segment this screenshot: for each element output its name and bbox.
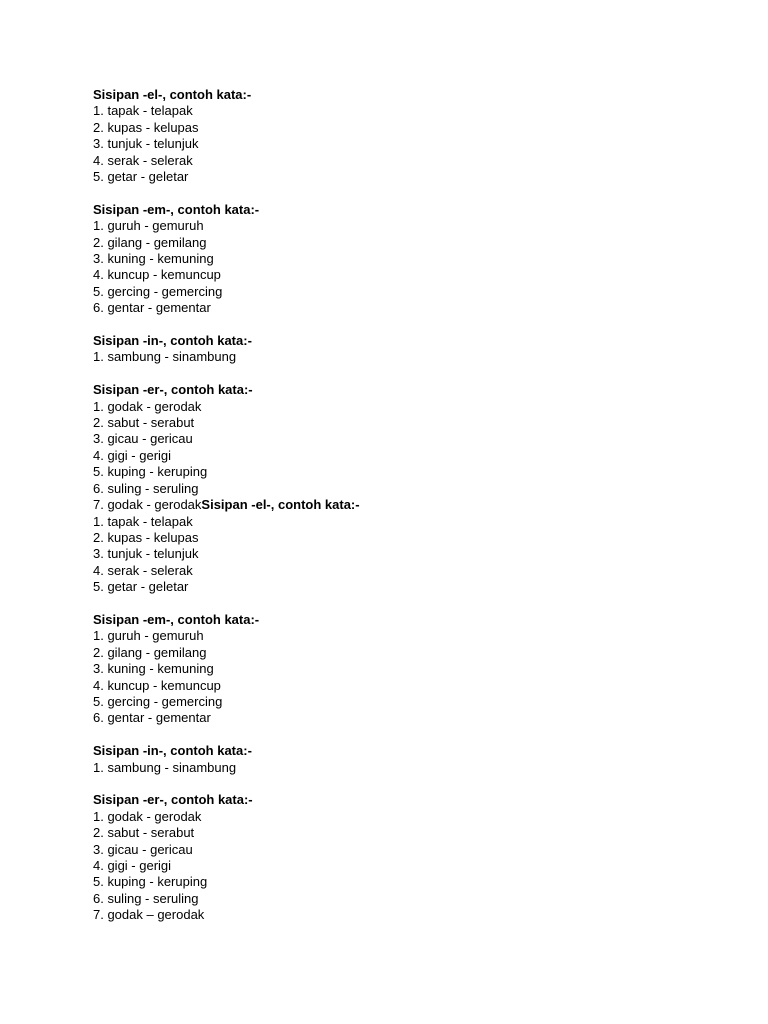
list-item: 2. sabut - serabut xyxy=(93,415,195,431)
list-item: 5. gercing - gemercing xyxy=(93,283,223,299)
list-item: 1. tapak - telapak xyxy=(93,103,193,119)
list-item: 6. gentar - gementar xyxy=(93,710,211,726)
list-item: 5. kuping - keruping xyxy=(93,874,208,890)
section-heading: Sisipan -in-, contoh kata:- xyxy=(93,333,252,349)
list-item: 5. kuping - keruping xyxy=(93,464,208,480)
section-heading: Sisipan -el-, contoh kata:- xyxy=(93,87,252,102)
list-item: 2. kupas - kelupas xyxy=(93,529,199,545)
paragraph-gap xyxy=(93,366,733,382)
list-item: 4. gigi - gerigi xyxy=(93,447,172,463)
list-item: 4. gigi - gerigi xyxy=(93,858,172,873)
document-page xyxy=(93,87,733,924)
section-heading: Sisipan -in-, contoh kata:- xyxy=(93,743,252,759)
list-item: 2. gilang - gemilang xyxy=(93,644,207,660)
list-item: 1. sambung - sinambung xyxy=(93,759,237,775)
list-item: 7. godak - gerodak xyxy=(93,497,202,513)
paragraph-gap xyxy=(93,596,733,612)
list-item: 3. tunjuk - telunjuk xyxy=(93,136,199,152)
section-heading: Sisipan -er-, contoh kata:- xyxy=(93,792,253,808)
list-item: 1. godak - gerodak xyxy=(93,808,202,824)
section-heading: Sisipan -em-, contoh kata:- xyxy=(93,201,260,217)
list-item: 1. tapak - telapak xyxy=(93,513,193,529)
list-item: 4. kuncup - kemuncup xyxy=(93,677,221,693)
list-item: 5. getar - geletar xyxy=(93,169,189,185)
list-item: 1. guruh - gemuruh xyxy=(93,218,204,234)
list-item: 2. sabut - serabut xyxy=(93,825,195,841)
list-item: 3. gicau - gericau xyxy=(93,431,193,447)
list-item: 2. gilang - gemilang xyxy=(93,234,207,250)
paragraph-gap xyxy=(93,317,733,333)
list-item: 1. godak - gerodak xyxy=(93,398,202,414)
list-item: 5. getar - geletar xyxy=(93,579,189,595)
list-item: 1. sambung - sinambung xyxy=(93,349,237,365)
list-item: 1. guruh - gemuruh xyxy=(93,628,204,644)
list-item: 3. tunjuk - telunjuk xyxy=(93,546,199,562)
list-item: 6. suling - seruling xyxy=(93,480,199,496)
list-item: 2. kupas - kelupas xyxy=(93,119,199,135)
paragraph-gap xyxy=(93,185,733,201)
list-item: 4. kuncup - kemuncup xyxy=(93,267,221,283)
list-item: 4. serak - selerak xyxy=(93,152,193,168)
section-heading: Sisipan -el-, contoh kata:- xyxy=(201,497,360,513)
list-item: 3. gicau - gericau xyxy=(93,841,193,857)
paragraph-gap xyxy=(93,727,733,743)
list-item: 6. suling - seruling xyxy=(93,890,199,906)
list-item: 4. serak - selerak xyxy=(93,562,193,578)
joined-line xyxy=(93,497,733,513)
section-heading: Sisipan -em-, contoh kata:- xyxy=(93,611,260,627)
list-item: 3. kuning - kemuning xyxy=(93,661,214,677)
section-heading: Sisipan -er-, contoh kata:- xyxy=(93,382,253,398)
paragraph-gap xyxy=(93,776,733,792)
list-item: 7. godak – gerodak xyxy=(93,907,205,923)
list-item: 6. gentar - gementar xyxy=(93,300,211,316)
list-item: 3. kuning - kemuning xyxy=(93,251,214,267)
list-item: 5. gercing - gemercing xyxy=(93,693,223,709)
